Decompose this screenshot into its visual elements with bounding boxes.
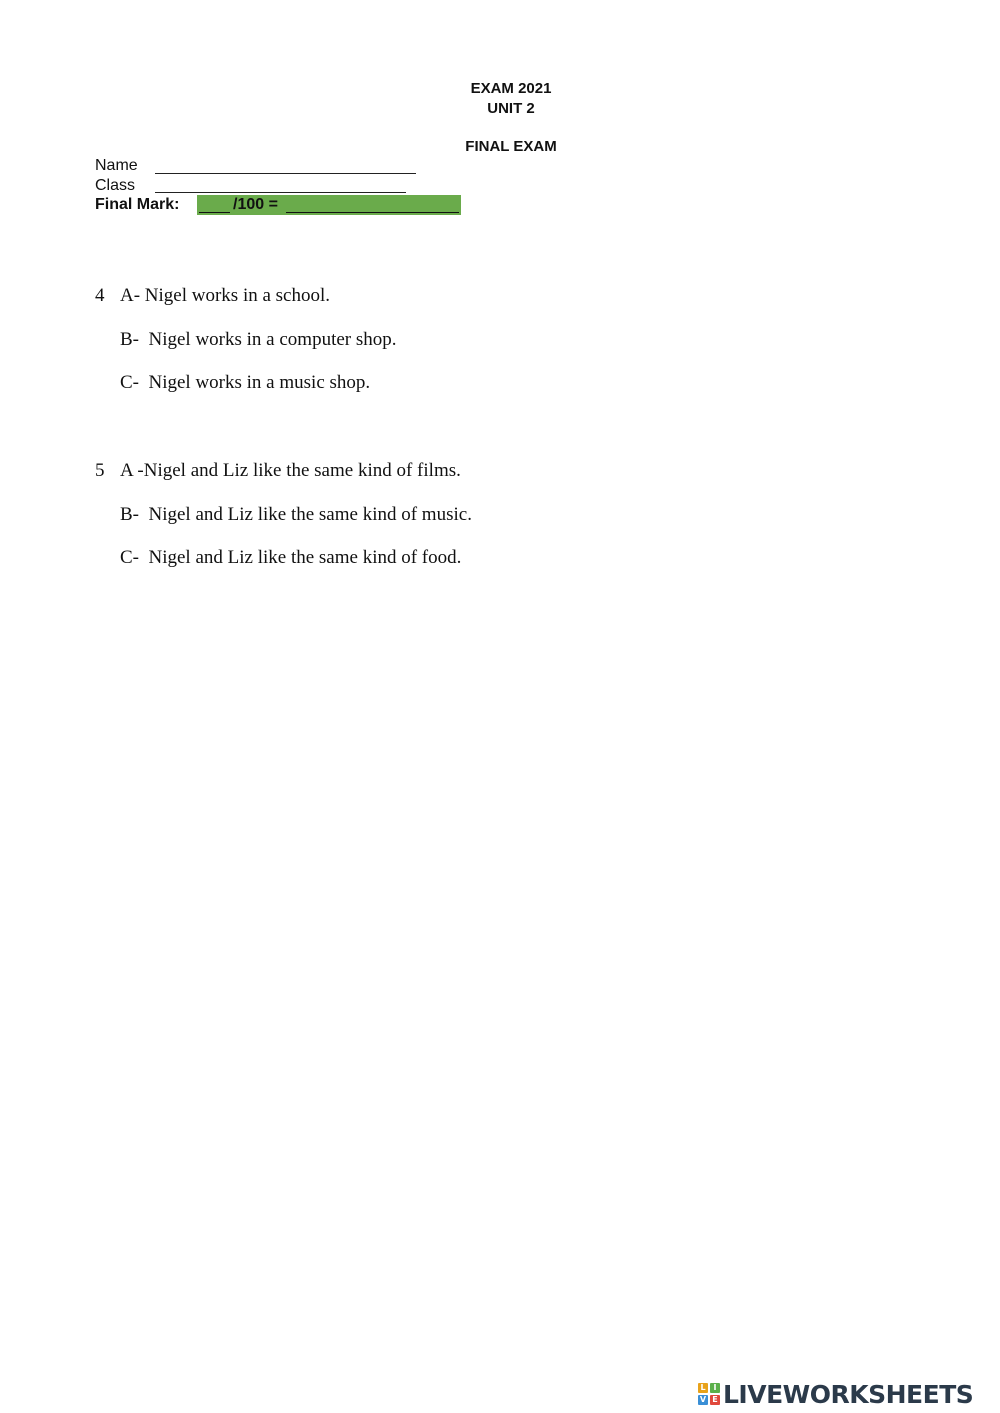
logo-text: LIVEWORKSHEETS — [723, 1379, 974, 1409]
mark-score-blank — [199, 212, 230, 213]
question-number: 4 — [95, 285, 105, 306]
unit-heading: UNIT 2 — [487, 100, 535, 117]
logo-block: L — [698, 1383, 708, 1393]
class-blank-line — [155, 192, 406, 193]
liveworksheets-logo — [698, 1377, 973, 1411]
logo-block: E — [710, 1395, 720, 1405]
question-option[interactable]: B- Nigel works in a computer shop. — [120, 329, 397, 350]
question-option[interactable]: C- Nigel works in a music shop. — [120, 372, 371, 393]
question-option[interactable]: A -Nigel and Liz like the same kind of films. — [120, 460, 461, 481]
question-number: 5 — [95, 460, 105, 481]
exam-year-heading: EXAM 2021 — [470, 80, 552, 97]
final-mark-label: Final Mark: — [95, 196, 180, 213]
question-option[interactable]: A- Nigel works in a school. — [120, 285, 331, 306]
class-label: Class — [95, 177, 136, 194]
mark-result-blank — [286, 212, 459, 213]
logo-block: I — [710, 1383, 720, 1393]
final-mark-highlight — [197, 195, 461, 215]
live-blocks-icon — [698, 1383, 720, 1405]
final-mark-row — [95, 195, 461, 216]
name-label: Name — [95, 157, 138, 174]
exam-type-heading: FINAL EXAM — [465, 138, 557, 155]
name-blank-line — [155, 173, 416, 174]
logo-block: V — [699, 1395, 707, 1404]
question-option[interactable]: B- Nigel and Liz like the same kind of music. — [120, 504, 472, 525]
mark-total-text: /100 = — [233, 196, 278, 213]
question-option[interactable]: C- Nigel and Liz like the same kind of food. — [120, 547, 462, 568]
